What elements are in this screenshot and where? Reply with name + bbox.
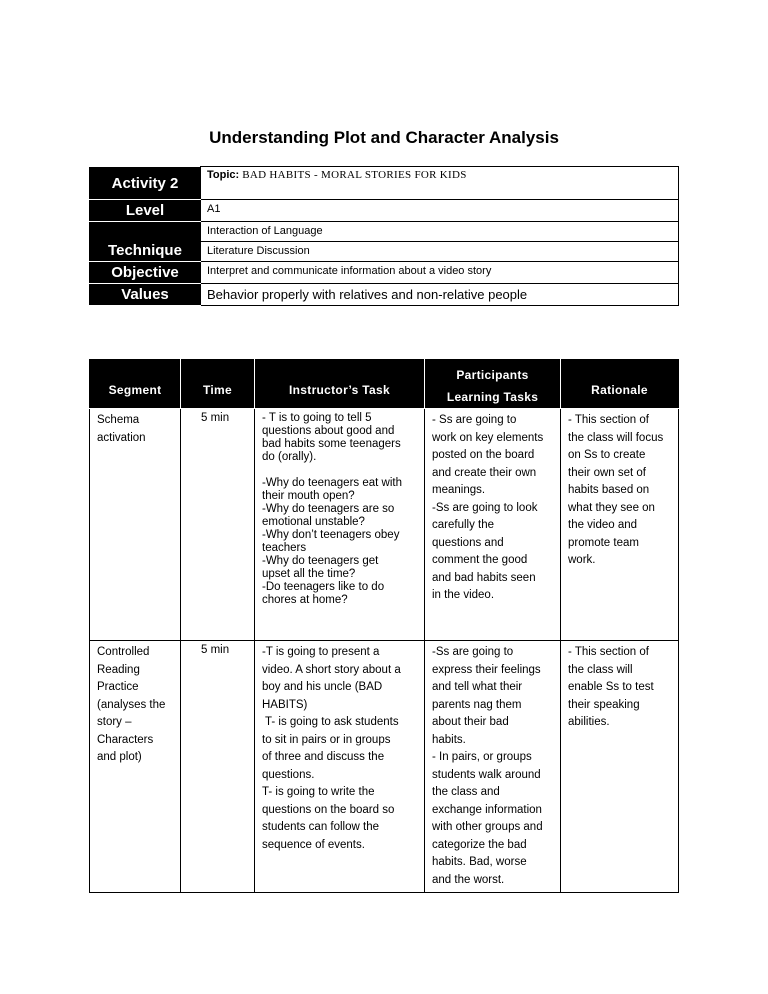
text-line: carefully the — [432, 519, 495, 531]
text-line: with other groups and — [432, 821, 543, 833]
text-line: promote team — [568, 536, 639, 549]
text-line: the class and — [432, 786, 500, 798]
text-line: meanings. — [432, 484, 486, 496]
text-line: boy and his uncle (BAD — [262, 681, 383, 693]
text-line: on Ss to create — [568, 449, 646, 461]
instructor-cell — [255, 409, 425, 641]
text-line: exchange information — [432, 803, 542, 816]
text-line: (analyses the — [97, 698, 166, 711]
text-line: about their bad — [432, 716, 509, 728]
text-line: bad habits some teenagers — [262, 438, 401, 450]
text-line: work on key elements — [432, 431, 544, 444]
text-line: questions on the board so — [262, 803, 395, 816]
text-line: the class will — [568, 663, 633, 676]
participants-cell — [425, 641, 561, 893]
text-line: Practice — [97, 681, 139, 693]
text-line: and create their own — [432, 466, 537, 479]
text-line: and plot) — [97, 751, 142, 763]
text-line: their speaking — [568, 698, 640, 711]
text-line: to sit in pairs or in groups — [262, 733, 391, 746]
text-line: express their feelings — [432, 663, 541, 676]
text-line: Schema — [97, 414, 140, 426]
text-line: T- is going to ask students — [262, 716, 399, 728]
text-line: do (orally). — [262, 451, 317, 463]
text-line: posted on the board — [432, 449, 535, 461]
objective-value: Interpret and communicate information about a video story — [201, 262, 679, 284]
text-line: work. — [568, 554, 596, 566]
text-line: students walk around — [432, 768, 541, 781]
header-time: Time — [181, 360, 255, 409]
rationale-cell — [561, 641, 679, 893]
text-line: HABITS) — [262, 698, 308, 711]
table-row — [90, 409, 679, 641]
text-line: abilities. — [568, 716, 610, 728]
text-line: parents nag them — [432, 698, 522, 711]
text-line: -Ss are going to — [432, 646, 514, 658]
header-row — [90, 360, 679, 409]
time-value: 5 min — [201, 644, 230, 656]
text-line: story – — [97, 716, 132, 728]
topic-cell — [201, 167, 679, 200]
text-line: -T is going to present a — [262, 646, 380, 658]
text-line: and the worst. — [432, 873, 505, 886]
text-line: -Ss are going to look — [432, 501, 538, 514]
text-line: their own set of — [568, 466, 646, 479]
text-line: students can follow the — [262, 821, 379, 833]
page-title: Understanding Plot and Character Analysis — [209, 128, 559, 147]
text-line: habits based on — [568, 484, 650, 496]
time-cell — [181, 409, 255, 641]
text-line: and bad habits seen — [432, 571, 536, 584]
instructor-cell — [255, 641, 425, 893]
text-line: teachers — [262, 542, 307, 554]
text-line: - This section of — [568, 646, 649, 658]
segment-cell — [90, 409, 181, 641]
activity-label: Activity 2 — [90, 167, 201, 200]
level-label: Level — [90, 200, 201, 222]
header-participants — [425, 360, 561, 409]
text-line: the class will focus — [568, 431, 664, 444]
text-line: - In pairs, or groups — [432, 751, 532, 763]
text-line: questions. — [262, 768, 315, 781]
text-line: enable Ss to test — [568, 681, 654, 693]
table-row — [90, 641, 679, 893]
rationale-cell — [561, 409, 679, 641]
text-line: comment the good — [432, 554, 528, 566]
text-line: their mouth open? — [262, 490, 355, 502]
text-line: Characters — [97, 733, 154, 746]
text-line: -Why do teenagers eat with — [262, 477, 402, 489]
text-line: what they see on — [568, 501, 655, 514]
text-line: sequence of events. — [262, 838, 365, 851]
technique-label: Technique — [90, 222, 201, 262]
technique-value: Interaction of Language — [201, 222, 679, 242]
time-cell — [181, 641, 255, 893]
level-value: A1 — [201, 200, 679, 222]
text-line: habits. — [432, 733, 466, 746]
text-line: activation — [97, 431, 146, 444]
text-line: chores at home? — [262, 594, 348, 606]
lesson-plan-table — [89, 359, 679, 893]
text-line: emotional unstable? — [262, 516, 365, 528]
text-line: the video and — [568, 519, 638, 531]
header-participants-line2: Learning Tasks — [446, 390, 539, 404]
text-line: -Do teenagers like to do — [262, 581, 385, 593]
text-line: -Why don’t teenagers obey — [262, 529, 400, 541]
header-instructor: Instructor’s Task — [255, 360, 425, 409]
text-line: - T is to going to tell 5 — [262, 412, 372, 424]
text-line: and tell what their — [432, 681, 523, 693]
objective-label: Objective — [90, 262, 201, 284]
text-line: in the video. — [432, 589, 495, 601]
text-line: upset all the time? — [262, 568, 356, 580]
text-line: - This section of — [568, 414, 649, 426]
values-value: Behavior properly with relatives and non-relative people — [201, 284, 679, 306]
header-rationale: Rationale — [561, 360, 679, 409]
text-line: video. A short story about a — [262, 663, 401, 676]
text-line: habits. Bad, worse — [432, 856, 527, 868]
text-line: T- is going to write the — [262, 786, 375, 798]
text-line: -Why do teenagers get — [262, 555, 379, 567]
text-line: of three and discuss the — [262, 751, 385, 763]
text-line: questions about good and — [262, 425, 395, 437]
text-line: Reading — [97, 663, 140, 676]
values-label: Values — [90, 284, 201, 306]
literature-value: Literature Discussion — [201, 242, 679, 262]
time-value: 5 min — [201, 412, 230, 424]
text-line: -Why do teenagers are so — [262, 503, 395, 515]
text-line: Controlled — [97, 646, 150, 658]
topic-value: BAD HABITS - MORAL STORIES FOR KIDS — [242, 169, 467, 181]
participants-cell — [425, 409, 561, 641]
text-line: questions and — [432, 536, 504, 549]
activity-info-table — [89, 166, 679, 306]
text-line: - Ss are going to — [432, 414, 517, 426]
segment-cell — [90, 641, 181, 893]
text-line: categorize the bad — [432, 838, 527, 851]
header-participants-line1: Participants — [456, 368, 529, 382]
header-segment: Segment — [90, 360, 181, 409]
topic-label: Topic: — [207, 169, 240, 181]
